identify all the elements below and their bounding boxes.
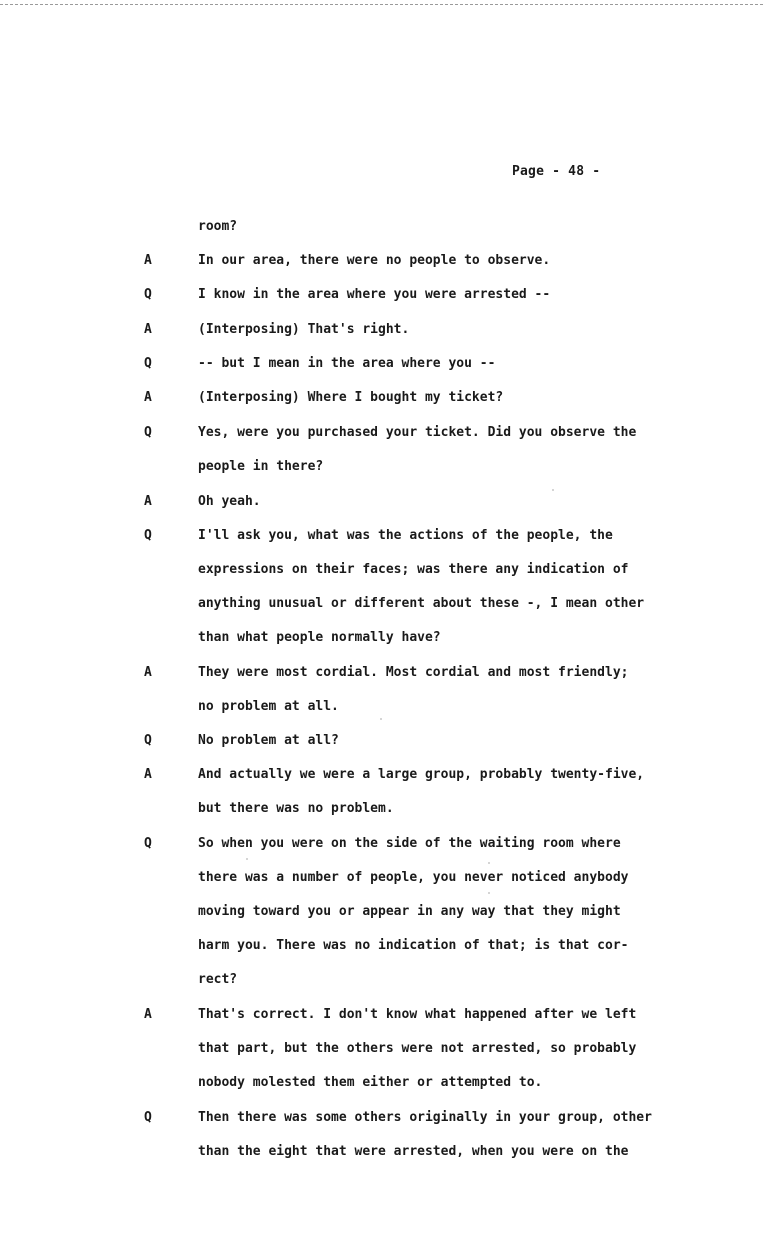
line-text: -- but I mean in the area where you -- bbox=[198, 356, 496, 371]
speaker-label: Q bbox=[144, 733, 152, 748]
line-text: harm you. There was no indication of that; is that cor- bbox=[198, 938, 629, 953]
line-text: moving toward you or appear in any way that they might bbox=[198, 904, 621, 919]
line-text: They were most cordial. Most cordial and most friendly; bbox=[198, 665, 629, 680]
scan-speck bbox=[488, 862, 490, 864]
line-text: Then there was some others originally in your group, other bbox=[198, 1110, 652, 1125]
top-edge-rule bbox=[0, 0, 763, 5]
page-number: Page - 48 - bbox=[512, 164, 601, 179]
line-text: So when you were on the side of the waiting room where bbox=[198, 836, 621, 851]
line-text: that part, but the others were not arrested, so probably bbox=[198, 1041, 637, 1056]
line-text: rect? bbox=[198, 972, 238, 987]
scan-speck bbox=[552, 489, 554, 491]
line-text: than the eight that were arrested, when you were on the bbox=[198, 1144, 629, 1159]
line-text: but there was no problem. bbox=[198, 801, 394, 816]
line-text: I know in the area where you were arrested -- bbox=[198, 287, 551, 302]
line-text: And actually we were a large group, probably twenty-five, bbox=[198, 767, 645, 782]
line-text: Oh yeah. bbox=[198, 494, 261, 509]
speaker-label: A bbox=[144, 390, 152, 405]
line-text: In our area, there were no people to observe. bbox=[198, 253, 551, 268]
line-text: no problem at all. bbox=[198, 699, 339, 714]
line-text: than what people normally have? bbox=[198, 630, 441, 645]
line-text: I'll ask you, what was the actions of the people, the bbox=[198, 528, 613, 543]
line-text: nobody molested them either or attempted to. bbox=[198, 1075, 543, 1090]
scan-speck bbox=[246, 858, 248, 860]
speaker-label: A bbox=[144, 494, 152, 509]
speaker-label: Q bbox=[144, 425, 152, 440]
line-text: Yes, were you purchased your ticket. Did you observe the bbox=[198, 425, 637, 440]
line-text: people in there? bbox=[198, 459, 324, 474]
speaker-label: A bbox=[144, 1007, 152, 1022]
line-text: there was a number of people, you never noticed anybody bbox=[198, 870, 629, 885]
line-text: (Interposing) Where I bought my ticket? bbox=[198, 390, 504, 405]
speaker-label: A bbox=[144, 767, 152, 782]
speaker-label: A bbox=[144, 253, 152, 268]
speaker-label: Q bbox=[144, 1110, 152, 1125]
speaker-label: A bbox=[144, 322, 152, 337]
line-text: That's correct. I don't know what happened after we left bbox=[198, 1007, 637, 1022]
line-text: anything unusual or different about these -, I mean other bbox=[198, 596, 645, 611]
line-text: No problem at all? bbox=[198, 733, 339, 748]
speaker-label: Q bbox=[144, 836, 152, 851]
line-text: expressions on their faces; was there any indication of bbox=[198, 562, 629, 577]
speaker-label: Q bbox=[144, 356, 152, 371]
scan-speck bbox=[380, 718, 382, 720]
scan-speck bbox=[488, 892, 490, 894]
speaker-label: Q bbox=[144, 287, 152, 302]
line-text: (Interposing) That's right. bbox=[198, 322, 410, 337]
line-text: room? bbox=[198, 219, 238, 234]
speaker-label: A bbox=[144, 665, 152, 680]
speaker-label: Q bbox=[144, 528, 152, 543]
